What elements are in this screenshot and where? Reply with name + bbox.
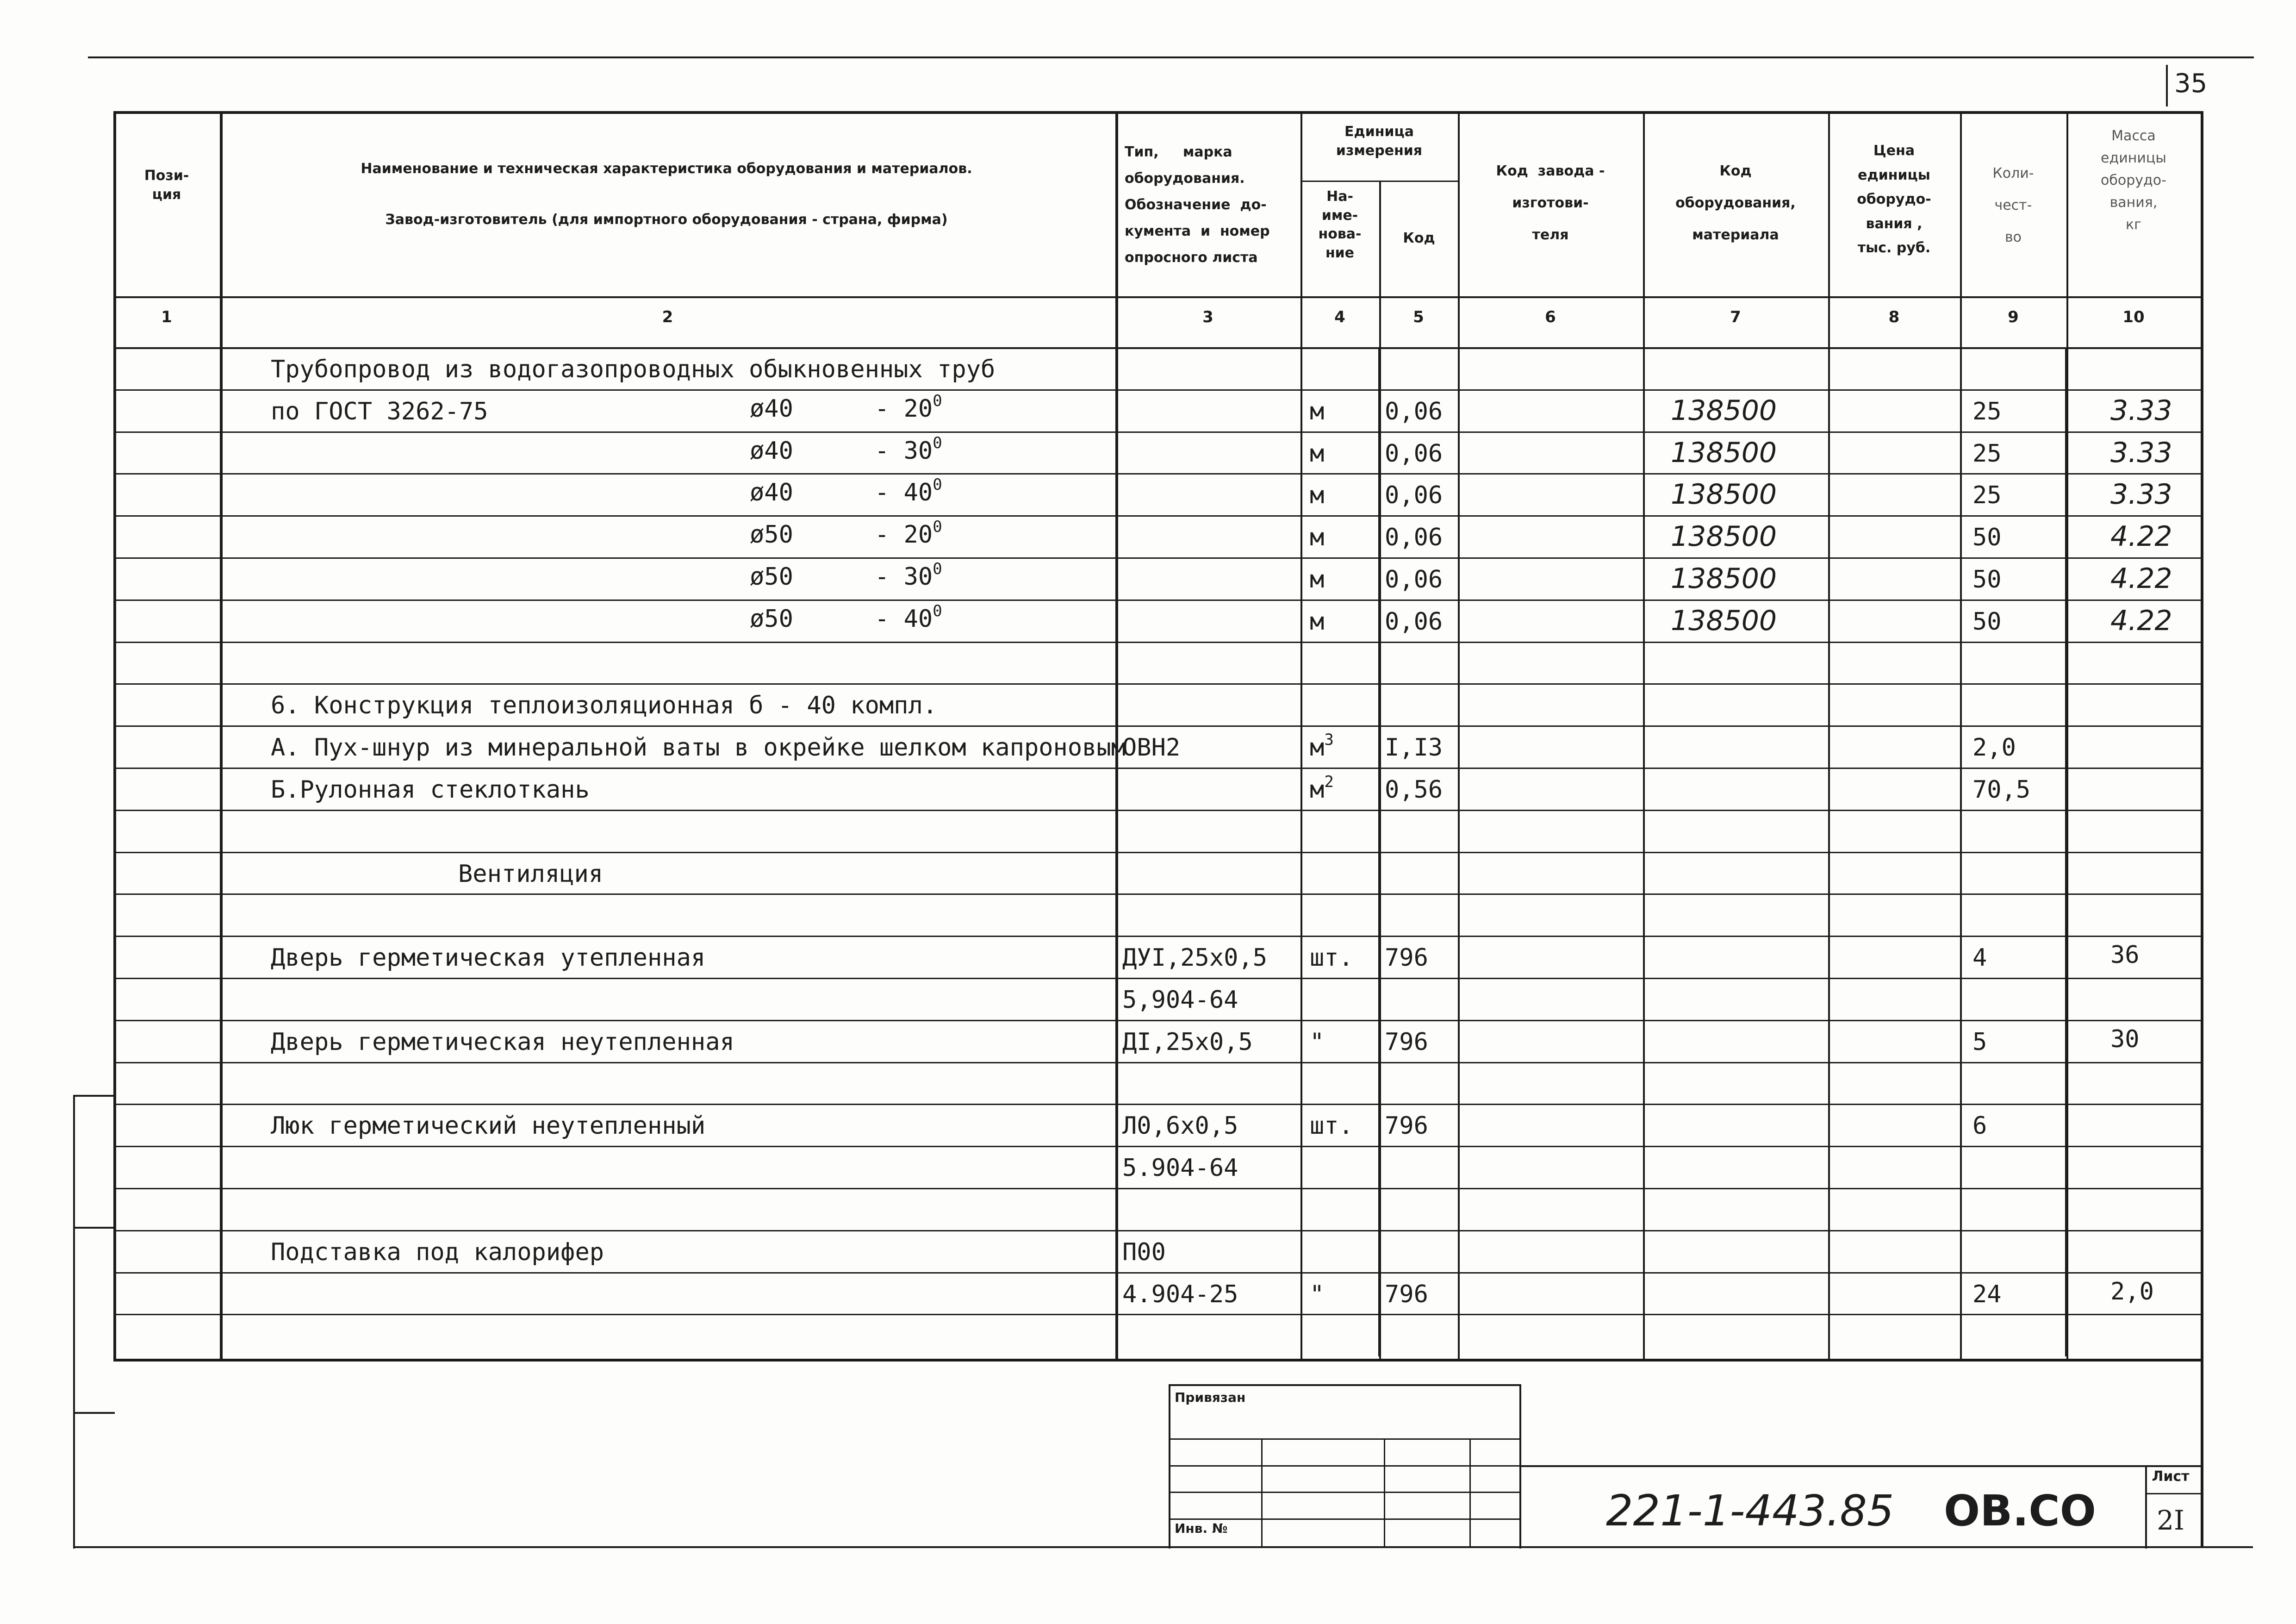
- column-number-9: 9: [2008, 308, 2019, 326]
- unit-name: шт.: [1310, 1112, 1353, 1140]
- row-name: Подставка под калорифер: [271, 1238, 604, 1266]
- column-number-10: 10: [2122, 308, 2145, 326]
- stamp-row: [1169, 1492, 1520, 1493]
- row-divider: [113, 1230, 2201, 1231]
- binding-tick: [73, 1227, 115, 1229]
- material-code: 138500: [1671, 394, 1777, 427]
- type-code: ДУI,25х0,5: [1122, 944, 1268, 972]
- column-line: [1300, 111, 1302, 1359]
- unit-mass: 4.22: [2110, 520, 2172, 553]
- stamp-col: [1261, 1438, 1263, 1547]
- quantity: 2,0: [1972, 734, 2016, 762]
- unit-mass: 4.22: [2110, 604, 2172, 637]
- unit-name: ": [1310, 1280, 1325, 1308]
- row-divider: [113, 1314, 2201, 1315]
- material-code: 138500: [1671, 436, 1777, 469]
- row-divider: [113, 1020, 2201, 1021]
- material-code: 138500: [1671, 520, 1777, 553]
- stamp-row: [1169, 1465, 1520, 1467]
- pipe-diameter: ø40: [750, 479, 793, 507]
- row-divider: [113, 683, 2201, 685]
- row-divider: [113, 810, 2201, 811]
- column-number-4: 4: [1334, 308, 1345, 326]
- quantity: 24: [1972, 1280, 2002, 1308]
- header-factory-code: Код завода - изготови- теля: [1496, 163, 1605, 243]
- type-code: П00: [1122, 1238, 1166, 1266]
- quantity: 70,5: [1972, 776, 2031, 804]
- unit-name: м: [1310, 566, 1325, 593]
- page-number-mark: [2166, 65, 2168, 106]
- quantity: 5: [1972, 1028, 1987, 1056]
- pipe-angle: - $40^0$: [875, 475, 942, 507]
- column-number-6: 6: [1545, 308, 1556, 326]
- unit-mass: 36: [2110, 941, 2140, 969]
- row-name: Б.Рулонная стеклоткань: [271, 776, 590, 804]
- column-line: [220, 111, 223, 1359]
- header-name-line2: Завод-изготовитель (для импортного оборудования - страна, фирма): [385, 212, 948, 228]
- stamp-row: [1169, 1438, 1520, 1440]
- column-number-7: 7: [1730, 308, 1741, 326]
- unit-mass: 3.33: [2110, 436, 2172, 469]
- unit-name: м: [1310, 397, 1325, 425]
- row-name: Трубопровод из водогазопроводных обыкновенных труб: [271, 356, 996, 383]
- unit-code: 0,06: [1385, 607, 1443, 636]
- row-name: 6. Конструкция теплоизоляционная б - 40 компл.: [271, 692, 938, 720]
- row-name: Люк герметический неутепленный: [271, 1112, 706, 1140]
- row-divider: [113, 768, 2201, 769]
- unit-name: м: [1310, 439, 1325, 468]
- column-number-2: 2: [662, 308, 673, 326]
- quantity: 4: [1972, 944, 1987, 972]
- row-divider: [113, 557, 2201, 559]
- unit-code: 796: [1385, 944, 1428, 972]
- unit-name: $м^3$: [1310, 731, 1334, 762]
- unit-code: 0,56: [1385, 776, 1443, 804]
- unit-mass: 3.33: [2110, 394, 2172, 427]
- unit-name: м: [1310, 524, 1325, 552]
- column-line: [1458, 111, 1460, 1359]
- unit-code: 796: [1385, 1028, 1428, 1056]
- type-code: 5.904-64: [1122, 1154, 1238, 1182]
- header-mass: Масса единицы оборудо- вания, кг: [2101, 128, 2166, 233]
- stamp-inv: Инв. №: [1175, 1521, 1228, 1536]
- quantity: 50: [1972, 524, 2002, 552]
- document-suffix: ОВ.СО: [1944, 1486, 2097, 1536]
- document-code: 221-1-443.85: [1606, 1486, 1894, 1536]
- header-equipment-code: Код оборудования, материала: [1675, 163, 1796, 243]
- row-divider: [113, 725, 2201, 727]
- material-code: 138500: [1671, 562, 1777, 595]
- pipe-diameter: ø50: [750, 605, 793, 633]
- row-divider: [113, 642, 2201, 643]
- binding-line: [73, 1095, 75, 1549]
- row-divider: [113, 431, 2201, 433]
- unit-code: I,I3: [1385, 734, 1443, 762]
- row-divider: [113, 1062, 2201, 1063]
- header-bottom-border: [113, 296, 2201, 298]
- column-line: [1828, 111, 1830, 1359]
- unit-mass: 3.33: [2110, 478, 2172, 511]
- row-divider: [113, 1104, 2201, 1105]
- quantity: 25: [1972, 397, 2002, 425]
- row-divider: [113, 389, 2201, 391]
- table-bottom-border: [113, 1359, 2201, 1362]
- row-divider: [113, 852, 2201, 853]
- row-divider: [113, 1188, 2201, 1189]
- row-divider: [113, 936, 2201, 937]
- table-top-border: [113, 111, 2201, 114]
- sheet-number: 2I: [2157, 1505, 2184, 1536]
- header-unit-code: Код: [1403, 230, 1435, 246]
- binding-tick: [73, 1412, 115, 1414]
- pipe-diameter: ø40: [750, 394, 793, 423]
- unit-name: ": [1310, 1028, 1325, 1056]
- pipe-angle: - $30^0$: [875, 433, 942, 465]
- pipe-angle: - $20^0$: [875, 391, 942, 423]
- unit-name: м: [1310, 481, 1325, 510]
- quantity: 6: [1972, 1112, 1987, 1140]
- type-code: ОВН2: [1122, 734, 1181, 762]
- type-code: ДI,25х0,5: [1122, 1028, 1253, 1056]
- header-position: Пози- ция: [144, 168, 189, 203]
- unit-mass: 2,0: [2110, 1277, 2154, 1305]
- quantity: 50: [1972, 607, 2002, 636]
- sheet-label: Лист: [2152, 1468, 2190, 1485]
- sheet-box-split: [2145, 1493, 2201, 1494]
- sheet-bottom-border: [73, 1546, 2253, 1548]
- column-numbers-bottom-border: [113, 347, 2201, 349]
- pipe-diameter: ø50: [750, 521, 793, 549]
- header-quantity: Коли- чест- во: [1992, 165, 2034, 245]
- header-price: Цена единицы оборудо- вания , тыс. руб.: [1857, 143, 1931, 256]
- pipe-diameter: ø50: [750, 563, 793, 591]
- quantity: 25: [1972, 439, 2002, 468]
- unit-code: 0,06: [1385, 397, 1443, 425]
- quantity: 50: [1972, 566, 2002, 593]
- column-number-3: 3: [1202, 308, 1213, 326]
- material-code: 138500: [1671, 604, 1777, 637]
- row-divider: [113, 515, 2201, 517]
- pipe-angle: - $20^0$: [875, 518, 942, 549]
- row-divider: [113, 473, 2201, 475]
- unit-name: $м^2$: [1310, 773, 1334, 804]
- material-code: 138500: [1671, 478, 1777, 511]
- unit-mass: 4.22: [2110, 562, 2172, 595]
- column-line: [113, 111, 116, 1359]
- column-number-8: 8: [1888, 308, 1900, 326]
- sheet-right-border: [2201, 1359, 2203, 1546]
- column-number-5: 5: [1413, 308, 1424, 326]
- unit-code: 0,06: [1385, 566, 1443, 593]
- unit-code: 796: [1385, 1280, 1428, 1308]
- column-line: [1643, 111, 1645, 1359]
- top-rule: [88, 56, 2254, 58]
- pipe-diameter: ø40: [750, 437, 793, 465]
- row-divider: [113, 1146, 2201, 1147]
- row-divider: [113, 1272, 2201, 1274]
- unit-code: 0,06: [1385, 481, 1443, 510]
- unit-code: 0,06: [1385, 439, 1443, 468]
- header-unit: Единица измерения: [1336, 124, 1423, 159]
- row-name: Дверь герметическая утепленная: [271, 944, 706, 972]
- stamp-col: [1469, 1438, 1471, 1547]
- binding-tick: [73, 1095, 115, 1097]
- quantity: 25: [1972, 481, 2002, 510]
- unit-name: м: [1310, 607, 1325, 636]
- row-name: Дверь герметическая неутепленная: [271, 1028, 734, 1056]
- stamp-privyazan: Привязан: [1175, 1390, 1246, 1405]
- row-name: Вентиляция: [458, 860, 604, 888]
- type-code: 5,904-64: [1122, 986, 1238, 1014]
- title-top: [1520, 1465, 2201, 1467]
- row-divider: [113, 893, 2201, 895]
- unit-code: 796: [1385, 1112, 1428, 1140]
- row-name: А. Пух-шнур из минеральной ваты в окрейке шелком капроновым: [271, 734, 1126, 762]
- pipe-angle: - $40^0$: [875, 601, 942, 633]
- column-number-1: 1: [161, 308, 172, 326]
- column-line: [2201, 111, 2203, 1359]
- unit-mass: 30: [2110, 1025, 2140, 1053]
- stamp-top: [1169, 1384, 1520, 1386]
- stamp-col: [1384, 1438, 1385, 1547]
- column-line: [1960, 111, 1962, 1359]
- header-unit-name: На- име- нова- ние: [1318, 188, 1362, 261]
- header-name-line1: Наименование и техническая характеристика оборудования и материалов.: [361, 161, 972, 177]
- type-code: 4.904-25: [1122, 1280, 1238, 1308]
- stamp-row: [1169, 1518, 1520, 1520]
- unit-name: шт.: [1310, 944, 1353, 972]
- type-code: Л0,6х0,5: [1122, 1112, 1238, 1140]
- sheet-box-left: [2145, 1465, 2147, 1549]
- header-type: Тип, марка оборудования. Обозначение до- кумента и номер опросного листа: [1125, 144, 1270, 266]
- page-number: 35: [2174, 69, 2208, 99]
- row-name: по ГОСТ 3262-75: [271, 397, 488, 425]
- unit-code: 0,06: [1385, 524, 1443, 552]
- pipe-angle: - $30^0$: [875, 560, 942, 591]
- row-divider: [113, 600, 2201, 601]
- row-divider: [113, 978, 2201, 979]
